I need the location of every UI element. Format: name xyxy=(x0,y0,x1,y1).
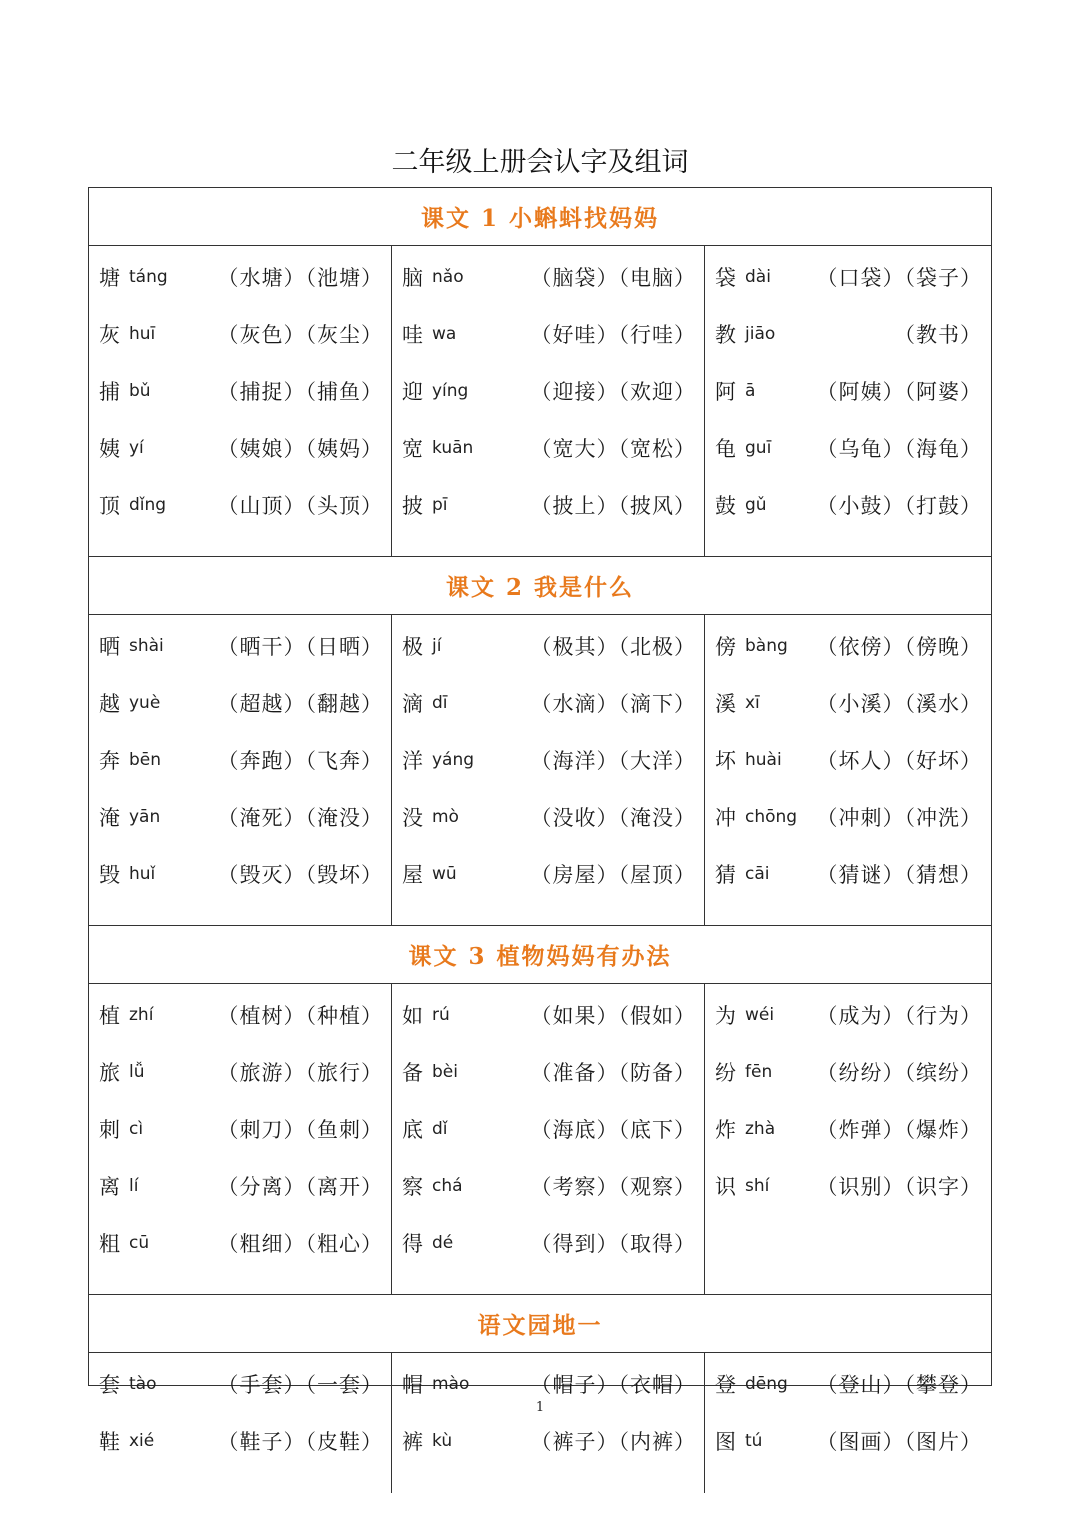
vocab-entry xyxy=(89,1426,391,1483)
vocab-words: （冲刺）（冲洗） xyxy=(816,806,982,830)
vocab-char: 塘 xyxy=(99,266,120,290)
vocab-pinyin: lǚ xyxy=(129,1062,145,1082)
vocab-words: （成为）（行为） xyxy=(816,1004,982,1028)
vocab-char: 哇 xyxy=(402,323,423,347)
vocab-char: 越 xyxy=(99,692,120,716)
vocab-entry xyxy=(705,490,990,547)
lesson-body xyxy=(89,984,991,1295)
vocab-entry xyxy=(89,802,391,859)
vocab-char: 阿 xyxy=(715,380,736,404)
vocab-char: 姨 xyxy=(99,437,120,461)
vocab-entry xyxy=(705,1369,990,1426)
vocab-entry xyxy=(392,631,704,688)
vocab-char: 为 xyxy=(715,1004,736,1028)
vocab-pinyin: xī xyxy=(745,693,760,713)
vocab-words: （识别）（识字） xyxy=(816,1175,982,1199)
vocab-pinyin: táng xyxy=(129,267,168,287)
vocab-words: （淹死）（淹没） xyxy=(217,806,383,830)
lesson-body xyxy=(89,615,991,926)
vocab-entry xyxy=(89,433,391,490)
vocab-char: 教 xyxy=(715,323,736,347)
vocab-words: （旅游）（旅行） xyxy=(217,1061,383,1085)
vocab-words: （准备）（防备） xyxy=(530,1061,696,1085)
vocab-char: 灰 xyxy=(99,323,120,347)
vocab-entry xyxy=(705,688,990,745)
vocab-pinyin: kù xyxy=(432,1431,453,1451)
vocab-words: （帽子）（衣帽） xyxy=(530,1373,696,1397)
vocab-pinyin: huài xyxy=(745,750,782,770)
vocab-words: （宽大）（宽松） xyxy=(530,437,696,461)
vocab-entry xyxy=(392,1171,704,1228)
vocab-column xyxy=(704,246,990,556)
vocab-char: 奔 xyxy=(99,749,120,773)
vocab-pinyin: huǐ xyxy=(129,864,156,884)
vocab-char: 捕 xyxy=(99,380,120,404)
lesson-header: 课文 1 小蝌蚪找妈妈 xyxy=(89,188,991,246)
vocab-words: （粗细）（粗心） xyxy=(217,1232,383,1256)
vocab-words: （水滴）（滴下） xyxy=(530,692,696,716)
vocab-words: （考察）（观察） xyxy=(530,1175,696,1199)
vocab-pinyin: chá xyxy=(432,1176,463,1196)
vocab-entry xyxy=(392,1426,704,1483)
vocab-entry xyxy=(705,1171,990,1228)
vocab-char: 坏 xyxy=(715,749,736,773)
vocab-char: 屋 xyxy=(402,863,423,887)
vocab-pinyin: wéi xyxy=(745,1005,775,1025)
vocab-pinyin: yān xyxy=(129,807,161,827)
vocab-pinyin: pī xyxy=(432,495,448,515)
vocab-pinyin: dī xyxy=(432,693,448,713)
vocab-entry xyxy=(705,1426,990,1483)
vocab-pinyin: cāi xyxy=(745,864,770,884)
vocab-words: （坏人）（好坏） xyxy=(816,749,982,773)
lesson-header: 课文 2 我是什么 xyxy=(89,557,991,615)
vocab-entry xyxy=(705,802,990,859)
vocab-pinyin: bēn xyxy=(129,750,162,770)
vocab-column xyxy=(704,1353,990,1493)
vocab-pinyin: bèi xyxy=(432,1062,458,1082)
vocab-char: 刺 xyxy=(99,1118,120,1142)
page-number: 1 xyxy=(535,1400,545,1415)
vocab-words: （迎接）（欢迎） xyxy=(530,380,696,404)
vocab-char: 离 xyxy=(99,1175,120,1199)
vocab-pinyin: ā xyxy=(745,381,756,401)
vocab-words: （依傍）（傍晚） xyxy=(816,635,982,659)
vocab-column xyxy=(391,246,704,556)
vocab-words: （裤子）（内裤） xyxy=(530,1430,696,1454)
lesson-body xyxy=(89,1353,991,1493)
vocab-entry xyxy=(392,688,704,745)
vocab-words: （山顶）（头顶） xyxy=(217,494,383,518)
vocab-pinyin: yáng xyxy=(432,750,475,770)
vocab-char: 鞋 xyxy=(99,1430,120,1454)
vocab-char: 宽 xyxy=(402,437,423,461)
vocab-words: （水塘）（池塘） xyxy=(217,266,383,290)
vocab-words: （灰色）（灰尘） xyxy=(217,323,383,347)
vocab-char: 登 xyxy=(715,1373,736,1397)
vocab-char: 袋 xyxy=(715,266,736,290)
vocab-pinyin: dǐng xyxy=(129,495,167,515)
vocab-pinyin: guī xyxy=(745,438,772,458)
vocab-words: （披上）（披风） xyxy=(530,494,696,518)
vocab-words: （图画）（图片） xyxy=(816,1430,982,1454)
vocab-entry xyxy=(705,745,990,802)
vocab-words: （口袋）（袋子） xyxy=(816,266,982,290)
vocab-char: 极 xyxy=(402,635,423,659)
vocab-entry xyxy=(89,1114,391,1171)
vocab-pinyin: shài xyxy=(129,636,164,656)
vocab-entry xyxy=(89,745,391,802)
vocab-entry xyxy=(392,802,704,859)
vocab-pinyin: dé xyxy=(432,1233,454,1253)
vocab-words: （脑袋）（电脑） xyxy=(530,266,696,290)
vocab-pinyin: tú xyxy=(745,1431,763,1451)
vocab-entry xyxy=(392,1057,704,1114)
vocab-pinyin: yíng xyxy=(432,381,469,401)
page-title: 二年级上册会认字及组词 xyxy=(391,147,689,178)
vocab-char: 得 xyxy=(402,1232,423,1256)
vocab-char: 炸 xyxy=(715,1118,736,1142)
vocab-words: （炸弹）（爆炸） xyxy=(816,1118,982,1142)
vocab-pinyin: jiāo xyxy=(745,324,776,344)
vocab-pinyin: jí xyxy=(432,636,442,656)
vocab-char: 底 xyxy=(402,1118,423,1142)
vocab-words: （得到）（取得） xyxy=(530,1232,696,1256)
vocab-words: （小鼓）（打鼓） xyxy=(816,494,982,518)
vocab-entry xyxy=(89,1369,391,1426)
vocab-words: （植树）（种植） xyxy=(217,1004,383,1028)
vocab-pinyin: gǔ xyxy=(745,495,767,515)
vocab-char: 旅 xyxy=(99,1061,120,1085)
vocab-pinyin: bàng xyxy=(745,636,788,656)
vocab-entry xyxy=(705,1114,990,1171)
vocab-entry xyxy=(392,745,704,802)
vocab-pinyin: yuè xyxy=(129,693,161,713)
vocab-pinyin: dēng xyxy=(745,1374,788,1394)
vocab-pinyin: shí xyxy=(745,1176,770,1196)
vocab-entry xyxy=(705,319,990,376)
vocab-words: （极其）（北极） xyxy=(530,635,696,659)
vocab-char: 顶 xyxy=(99,494,120,518)
vocab-char: 裤 xyxy=(402,1430,423,1454)
vocab-pinyin: mò xyxy=(432,807,459,827)
vocab-char: 备 xyxy=(402,1061,423,1085)
vocab-char: 滴 xyxy=(402,692,423,716)
vocab-entry xyxy=(89,859,391,916)
vocab-entry xyxy=(392,1228,704,1285)
vocab-words: （超越）（翻越） xyxy=(217,692,383,716)
vocab-pinyin: chōng xyxy=(745,807,798,827)
vocab-pinyin: zhí xyxy=(129,1005,154,1025)
vocab-pinyin: dǐ xyxy=(432,1119,448,1139)
vocab-char: 毁 xyxy=(99,863,120,887)
vocab-words: （刺刀）（鱼刺） xyxy=(217,1118,383,1142)
vocab-entry xyxy=(89,319,391,376)
vocab-char: 冲 xyxy=(715,806,736,830)
vocab-entry xyxy=(89,1057,391,1114)
vocab-entry xyxy=(392,319,704,376)
vocab-words: （毁灭）（毁坏） xyxy=(217,863,383,887)
vocab-pinyin: zhà xyxy=(745,1119,776,1139)
vocab-words: （好哇）（行哇） xyxy=(530,323,696,347)
vocab-table xyxy=(88,187,992,1454)
vocab-entry xyxy=(392,490,704,547)
vocab-char: 迎 xyxy=(402,380,423,404)
vocab-pinyin: cì xyxy=(129,1119,144,1139)
vocab-column xyxy=(704,984,990,1294)
vocab-char: 晒 xyxy=(99,635,120,659)
vocab-char: 披 xyxy=(402,494,423,518)
vocab-entry xyxy=(89,262,391,319)
vocab-words: （猜谜）（猜想） xyxy=(816,863,982,887)
vocab-words: （鞋子）（皮鞋） xyxy=(217,1430,383,1454)
vocab-pinyin: fēn xyxy=(745,1062,773,1082)
vocab-char: 傍 xyxy=(715,635,736,659)
vocab-pinyin: wa xyxy=(432,324,457,344)
vocab-words: （海洋）（大洋） xyxy=(530,749,696,773)
vocab-pinyin: wū xyxy=(432,864,457,884)
vocab-words: （小溪）（溪水） xyxy=(816,692,982,716)
vocab-entry xyxy=(705,262,990,319)
vocab-words: （手套）（一套） xyxy=(217,1373,383,1397)
vocab-pinyin: yí xyxy=(129,438,144,458)
lesson-body xyxy=(89,246,991,557)
vocab-entry xyxy=(392,262,704,319)
vocab-entry xyxy=(89,631,391,688)
vocab-words: （姨娘）（姨妈） xyxy=(217,437,383,461)
vocab-entry xyxy=(392,376,704,433)
vocab-column xyxy=(89,984,391,1294)
vocab-char: 如 xyxy=(402,1004,423,1028)
vocab-entry xyxy=(705,631,990,688)
vocab-char: 猜 xyxy=(715,863,736,887)
vocab-entry xyxy=(89,1171,391,1228)
vocab-column xyxy=(89,1353,391,1493)
vocab-char: 淹 xyxy=(99,806,120,830)
vocab-words: （乌龟）（海龟） xyxy=(816,437,982,461)
vocab-column xyxy=(89,615,391,925)
vocab-char: 洋 xyxy=(402,749,423,773)
vocab-column xyxy=(391,615,704,925)
lesson-header: 语文园地一 xyxy=(89,1295,991,1353)
vocab-pinyin: bǔ xyxy=(129,381,151,401)
vocab-words: （登山）（攀登） xyxy=(816,1373,982,1397)
vocab-char: 溪 xyxy=(715,692,736,716)
vocab-entry xyxy=(89,1000,391,1057)
vocab-char: 没 xyxy=(402,806,423,830)
vocab-entry xyxy=(89,688,391,745)
vocab-entry xyxy=(705,433,990,490)
vocab-entry xyxy=(705,376,990,433)
vocab-column xyxy=(704,615,990,925)
vocab-pinyin: kuān xyxy=(432,438,474,458)
vocab-pinyin: xié xyxy=(129,1431,155,1451)
vocab-column xyxy=(391,1353,704,1493)
vocab-char: 察 xyxy=(402,1175,423,1199)
vocab-pinyin: cū xyxy=(129,1233,150,1253)
vocab-entry xyxy=(392,1000,704,1057)
vocab-entry xyxy=(705,1057,990,1114)
vocab-pinyin: nǎo xyxy=(432,267,464,287)
vocab-char: 植 xyxy=(99,1004,120,1028)
vocab-char: 粗 xyxy=(99,1232,120,1256)
vocab-words: （如果）（假如） xyxy=(530,1004,696,1028)
vocab-char: 龟 xyxy=(715,437,736,461)
vocab-words: （纷纷）（缤纷） xyxy=(816,1061,982,1085)
vocab-words: （教书） xyxy=(894,323,982,347)
vocab-pinyin: huī xyxy=(129,324,156,344)
vocab-char: 套 xyxy=(99,1373,120,1397)
vocab-entry xyxy=(705,859,990,916)
vocab-words: （房屋）（屋顶） xyxy=(530,863,696,887)
vocab-words: （分离）（离开） xyxy=(217,1175,383,1199)
vocab-column xyxy=(89,246,391,556)
vocab-words: （海底）（底下） xyxy=(530,1118,696,1142)
vocab-char: 脑 xyxy=(402,266,423,290)
vocab-pinyin: lí xyxy=(129,1176,139,1196)
vocab-pinyin: dài xyxy=(745,267,771,287)
vocab-entry xyxy=(89,490,391,547)
vocab-entry xyxy=(392,1369,704,1426)
vocab-pinyin: rú xyxy=(432,1005,450,1025)
vocab-entry xyxy=(89,376,391,433)
vocab-words: （晒干）（日晒） xyxy=(217,635,383,659)
vocab-char: 帽 xyxy=(402,1373,423,1397)
vocab-column xyxy=(391,984,704,1294)
vocab-entry xyxy=(705,1000,990,1057)
vocab-words: （奔跑）（飞奔） xyxy=(217,749,383,773)
vocab-entry xyxy=(392,433,704,490)
vocab-words: （捕捉）（捕鱼） xyxy=(217,380,383,404)
vocab-entry xyxy=(392,1114,704,1171)
vocab-pinyin: tào xyxy=(129,1374,157,1394)
vocab-entry xyxy=(89,1228,391,1285)
vocab-char: 识 xyxy=(715,1175,736,1199)
vocab-char: 鼓 xyxy=(715,494,736,518)
vocab-pinyin: mào xyxy=(432,1374,470,1394)
lesson-header: 课文 3 植物妈妈有办法 xyxy=(89,926,991,984)
vocab-char: 纷 xyxy=(715,1061,736,1085)
vocab-words: （没收）（淹没） xyxy=(530,806,696,830)
vocab-entry xyxy=(392,859,704,916)
vocab-words: （阿姨）（阿婆） xyxy=(816,380,982,404)
vocab-char: 图 xyxy=(715,1430,736,1454)
